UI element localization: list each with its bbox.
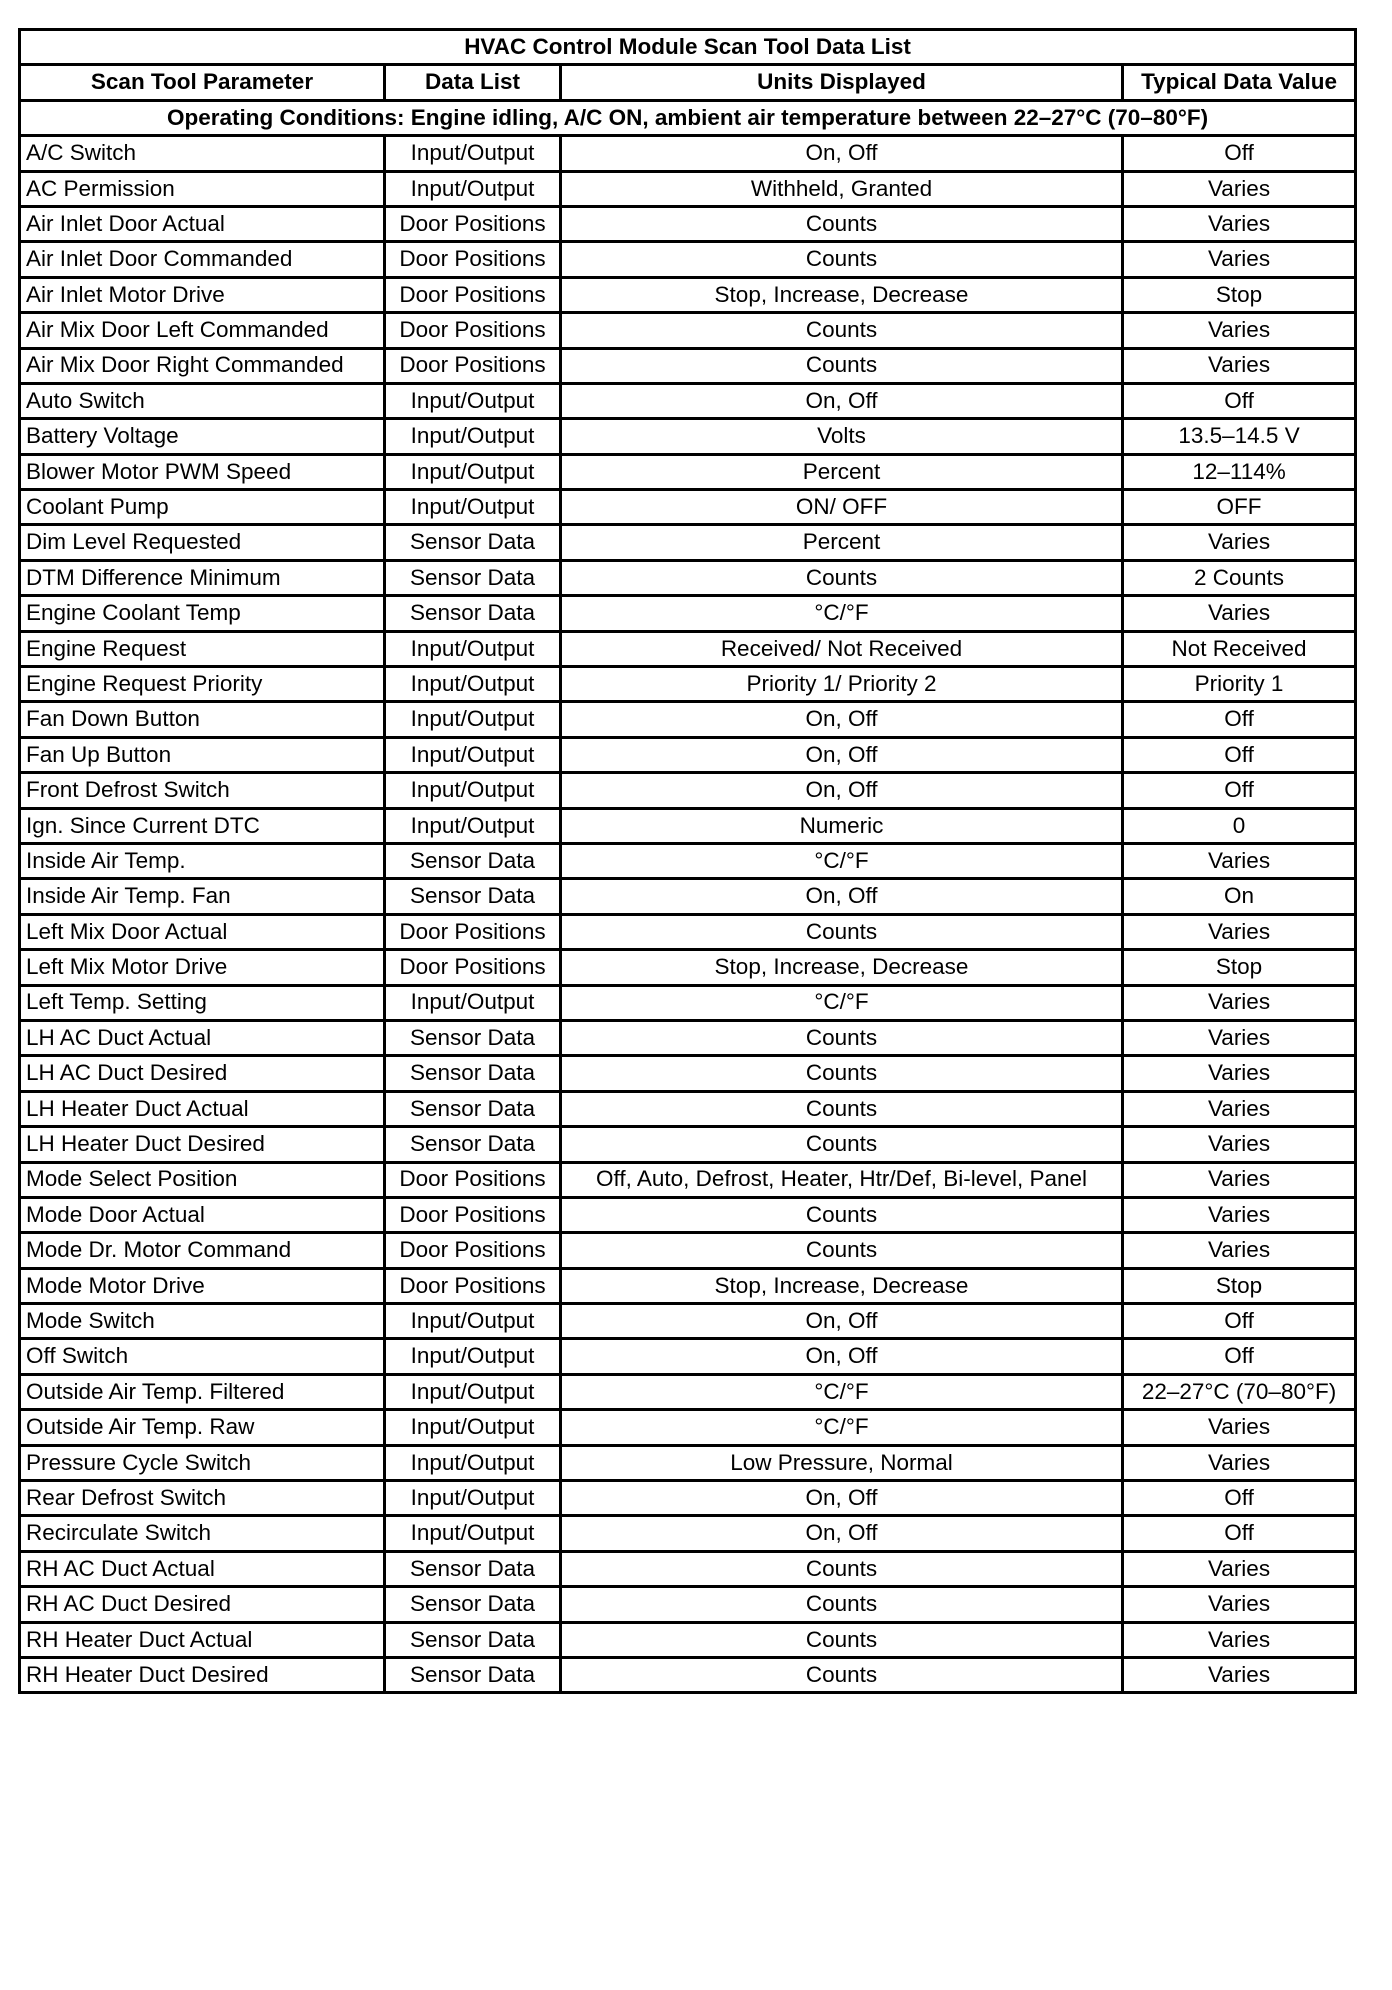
table-row: [20, 1551, 1356, 1586]
table-row: [20, 1127, 1356, 1162]
cell-scan-tool-parameter: Off Switch: [20, 1339, 385, 1374]
table-title-row: [20, 30, 1356, 65]
cell-units-displayed: ON/ OFF: [561, 490, 1123, 525]
cell-units-displayed: On, Off: [561, 773, 1123, 808]
cell-units-displayed: Counts: [561, 560, 1123, 595]
cell-scan-tool-parameter: Outside Air Temp. Filtered: [20, 1374, 385, 1409]
cell-data-list: Door Positions: [385, 1233, 561, 1268]
table-row: [20, 1162, 1356, 1197]
cell-units-displayed: On, Off: [561, 1304, 1123, 1339]
table-row: [20, 277, 1356, 312]
cell-units-displayed: Withheld, Granted: [561, 171, 1123, 206]
cell-units-displayed: Counts: [561, 1587, 1123, 1622]
cell-typical-data-value: Varies: [1123, 1056, 1356, 1091]
cell-scan-tool-parameter: Air Inlet Door Commanded: [20, 242, 385, 277]
table-row: [20, 808, 1356, 843]
table-row: [20, 879, 1356, 914]
cell-scan-tool-parameter: LH Heater Duct Actual: [20, 1091, 385, 1126]
table-row: [20, 1622, 1356, 1657]
cell-scan-tool-parameter: LH AC Duct Actual: [20, 1020, 385, 1055]
table-row: [20, 1020, 1356, 1055]
cell-data-list: Input/Output: [385, 1304, 561, 1339]
cell-units-displayed: °C/°F: [561, 596, 1123, 631]
cell-data-list: Sensor Data: [385, 560, 561, 595]
table-row: [20, 383, 1356, 418]
cell-data-list: Sensor Data: [385, 1587, 561, 1622]
cell-data-list: Input/Output: [385, 808, 561, 843]
cell-data-list: Door Positions: [385, 206, 561, 241]
cell-typical-data-value: Off: [1123, 136, 1356, 171]
cell-units-displayed: Priority 1/ Priority 2: [561, 667, 1123, 702]
cell-scan-tool-parameter: Left Mix Door Actual: [20, 914, 385, 949]
cell-units-displayed: Counts: [561, 206, 1123, 241]
cell-typical-data-value: Off: [1123, 702, 1356, 737]
cell-typical-data-value: Varies: [1123, 313, 1356, 348]
table-body: [20, 136, 1356, 1693]
operating-conditions: Operating Conditions: Engine idling, A/C ON, ambient air temperature between 22–27°C (70–80°F): [20, 100, 1356, 135]
cell-typical-data-value: 22–27°C (70–80°F): [1123, 1374, 1356, 1409]
cell-units-displayed: On, Off: [561, 1339, 1123, 1374]
cell-scan-tool-parameter: Inside Air Temp.: [20, 843, 385, 878]
cell-scan-tool-parameter: LH AC Duct Desired: [20, 1056, 385, 1091]
cell-data-list: Input/Output: [385, 419, 561, 454]
cell-typical-data-value: Off: [1123, 737, 1356, 772]
cell-units-displayed: Numeric: [561, 808, 1123, 843]
cell-data-list: Input/Output: [385, 490, 561, 525]
cell-scan-tool-parameter: DTM Difference Minimum: [20, 560, 385, 595]
table-row: [20, 136, 1356, 171]
cell-data-list: Input/Output: [385, 454, 561, 489]
cell-scan-tool-parameter: RH Heater Duct Desired: [20, 1657, 385, 1692]
cell-data-list: Input/Output: [385, 1374, 561, 1409]
cell-scan-tool-parameter: Pressure Cycle Switch: [20, 1445, 385, 1480]
table-row: [20, 1197, 1356, 1232]
cell-typical-data-value: Varies: [1123, 1551, 1356, 1586]
cell-typical-data-value: Off: [1123, 773, 1356, 808]
table-row: [20, 419, 1356, 454]
table-row: [20, 1587, 1356, 1622]
table-row: [20, 313, 1356, 348]
cell-units-displayed: Counts: [561, 1127, 1123, 1162]
cell-typical-data-value: Varies: [1123, 1127, 1356, 1162]
table-row: [20, 631, 1356, 666]
cell-typical-data-value: Not Received: [1123, 631, 1356, 666]
table-row: [20, 1233, 1356, 1268]
cell-scan-tool-parameter: Air Mix Door Right Commanded: [20, 348, 385, 383]
table-row: [20, 1445, 1356, 1480]
cell-data-list: Input/Output: [385, 702, 561, 737]
cell-data-list: Input/Output: [385, 985, 561, 1020]
cell-typical-data-value: Varies: [1123, 914, 1356, 949]
cell-typical-data-value: Varies: [1123, 348, 1356, 383]
cell-data-list: Input/Output: [385, 667, 561, 702]
cell-data-list: Door Positions: [385, 348, 561, 383]
table-row: [20, 171, 1356, 206]
table-row: [20, 1091, 1356, 1126]
cell-scan-tool-parameter: A/C Switch: [20, 136, 385, 171]
cell-data-list: Sensor Data: [385, 1127, 561, 1162]
cell-scan-tool-parameter: RH AC Duct Actual: [20, 1551, 385, 1586]
cell-scan-tool-parameter: Inside Air Temp. Fan: [20, 879, 385, 914]
table-row: [20, 773, 1356, 808]
cell-typical-data-value: Off: [1123, 383, 1356, 418]
table-row: [20, 1339, 1356, 1374]
table-row: [20, 242, 1356, 277]
header-scan-tool-parameter: Scan Tool Parameter: [20, 65, 385, 100]
cell-typical-data-value: Varies: [1123, 171, 1356, 206]
table-row: [20, 1410, 1356, 1445]
cell-units-displayed: Counts: [561, 242, 1123, 277]
table-row: [20, 1374, 1356, 1409]
cell-data-list: Sensor Data: [385, 1056, 561, 1091]
cell-units-displayed: Low Pressure, Normal: [561, 1445, 1123, 1480]
cell-scan-tool-parameter: Mode Dr. Motor Command: [20, 1233, 385, 1268]
cell-scan-tool-parameter: Outside Air Temp. Raw: [20, 1410, 385, 1445]
cell-scan-tool-parameter: Fan Down Button: [20, 702, 385, 737]
cell-units-displayed: °C/°F: [561, 1374, 1123, 1409]
cell-units-displayed: On, Off: [561, 1516, 1123, 1551]
cell-units-displayed: Counts: [561, 1197, 1123, 1232]
cell-units-displayed: Counts: [561, 1551, 1123, 1586]
cell-units-displayed: Stop, Increase, Decrease: [561, 950, 1123, 985]
cell-scan-tool-parameter: Dim Level Requested: [20, 525, 385, 560]
cell-data-list: Sensor Data: [385, 1657, 561, 1692]
table-row: [20, 843, 1356, 878]
cell-typical-data-value: Varies: [1123, 1197, 1356, 1232]
cell-scan-tool-parameter: Engine Request Priority: [20, 667, 385, 702]
cell-typical-data-value: Varies: [1123, 1162, 1356, 1197]
table-row: [20, 950, 1356, 985]
cell-scan-tool-parameter: Left Temp. Setting: [20, 985, 385, 1020]
cell-data-list: Door Positions: [385, 950, 561, 985]
cell-scan-tool-parameter: Mode Door Actual: [20, 1197, 385, 1232]
cell-typical-data-value: Varies: [1123, 1587, 1356, 1622]
table-row: [20, 490, 1356, 525]
cell-data-list: Door Positions: [385, 313, 561, 348]
cell-units-displayed: Volts: [561, 419, 1123, 454]
cell-typical-data-value: Off: [1123, 1339, 1356, 1374]
cell-data-list: Sensor Data: [385, 1020, 561, 1055]
cell-data-list: Input/Output: [385, 383, 561, 418]
table-title: HVAC Control Module Scan Tool Data List: [20, 30, 1356, 65]
cell-scan-tool-parameter: Engine Coolant Temp: [20, 596, 385, 631]
cell-typical-data-value: Varies: [1123, 1233, 1356, 1268]
cell-units-displayed: Stop, Increase, Decrease: [561, 1268, 1123, 1303]
operating-conditions-row: [20, 100, 1356, 135]
cell-scan-tool-parameter: Rear Defrost Switch: [20, 1481, 385, 1516]
cell-typical-data-value: Stop: [1123, 1268, 1356, 1303]
cell-data-list: Door Positions: [385, 1268, 561, 1303]
cell-typical-data-value: 12–114%: [1123, 454, 1356, 489]
cell-typical-data-value: 0: [1123, 808, 1356, 843]
table-row: [20, 702, 1356, 737]
cell-typical-data-value: Off: [1123, 1304, 1356, 1339]
cell-data-list: Input/Output: [385, 1445, 561, 1480]
cell-units-displayed: °C/°F: [561, 985, 1123, 1020]
cell-units-displayed: Off, Auto, Defrost, Heater, Htr/Def, Bi-level, Panel: [561, 1162, 1123, 1197]
cell-typical-data-value: Varies: [1123, 1622, 1356, 1657]
cell-scan-tool-parameter: Engine Request: [20, 631, 385, 666]
cell-typical-data-value: Varies: [1123, 843, 1356, 878]
cell-typical-data-value: Varies: [1123, 206, 1356, 241]
cell-data-list: Sensor Data: [385, 1622, 561, 1657]
cell-units-displayed: On, Off: [561, 702, 1123, 737]
cell-scan-tool-parameter: Ign. Since Current DTC: [20, 808, 385, 843]
cell-data-list: Input/Output: [385, 1516, 561, 1551]
cell-data-list: Sensor Data: [385, 843, 561, 878]
cell-typical-data-value: Varies: [1123, 1091, 1356, 1126]
cell-scan-tool-parameter: LH Heater Duct Desired: [20, 1127, 385, 1162]
cell-data-list: Input/Output: [385, 1339, 561, 1374]
cell-scan-tool-parameter: Mode Motor Drive: [20, 1268, 385, 1303]
cell-scan-tool-parameter: Mode Switch: [20, 1304, 385, 1339]
cell-typical-data-value: 2 Counts: [1123, 560, 1356, 595]
cell-typical-data-value: Stop: [1123, 950, 1356, 985]
cell-typical-data-value: Stop: [1123, 277, 1356, 312]
cell-scan-tool-parameter: Front Defrost Switch: [20, 773, 385, 808]
cell-units-displayed: On, Off: [561, 1481, 1123, 1516]
cell-scan-tool-parameter: Mode Select Position: [20, 1162, 385, 1197]
table-row: [20, 1516, 1356, 1551]
cell-data-list: Input/Output: [385, 1410, 561, 1445]
cell-typical-data-value: Varies: [1123, 242, 1356, 277]
cell-units-displayed: Counts: [561, 1091, 1123, 1126]
cell-data-list: Sensor Data: [385, 879, 561, 914]
cell-units-displayed: Stop, Increase, Decrease: [561, 277, 1123, 312]
cell-units-displayed: Counts: [561, 1622, 1123, 1657]
cell-typical-data-value: Varies: [1123, 1657, 1356, 1692]
cell-scan-tool-parameter: RH Heater Duct Actual: [20, 1622, 385, 1657]
cell-data-list: Input/Output: [385, 773, 561, 808]
cell-typical-data-value: Off: [1123, 1481, 1356, 1516]
cell-scan-tool-parameter: Left Mix Motor Drive: [20, 950, 385, 985]
table-row: [20, 596, 1356, 631]
cell-scan-tool-parameter: Air Inlet Motor Drive: [20, 277, 385, 312]
cell-data-list: Door Positions: [385, 277, 561, 312]
table-row: [20, 206, 1356, 241]
cell-units-displayed: On, Off: [561, 737, 1123, 772]
column-header-row: [20, 65, 1356, 100]
cell-units-displayed: On, Off: [561, 136, 1123, 171]
cell-data-list: Input/Output: [385, 1481, 561, 1516]
cell-units-displayed: Counts: [561, 348, 1123, 383]
cell-units-displayed: Counts: [561, 1056, 1123, 1091]
scan-tool-data-table: [18, 28, 1357, 1694]
table-row: [20, 560, 1356, 595]
table-row: [20, 1268, 1356, 1303]
cell-units-displayed: Counts: [561, 1020, 1123, 1055]
table-row: [20, 737, 1356, 772]
cell-units-displayed: °C/°F: [561, 843, 1123, 878]
header-typical-data-value: Typical Data Value: [1123, 65, 1356, 100]
cell-scan-tool-parameter: Air Inlet Door Actual: [20, 206, 385, 241]
cell-scan-tool-parameter: Auto Switch: [20, 383, 385, 418]
cell-typical-data-value: OFF: [1123, 490, 1356, 525]
cell-scan-tool-parameter: Battery Voltage: [20, 419, 385, 454]
cell-scan-tool-parameter: Blower Motor PWM Speed: [20, 454, 385, 489]
cell-data-list: Sensor Data: [385, 525, 561, 560]
cell-typical-data-value: Varies: [1123, 525, 1356, 560]
cell-units-displayed: Received/ Not Received: [561, 631, 1123, 666]
cell-data-list: Input/Output: [385, 631, 561, 666]
cell-units-displayed: Counts: [561, 1657, 1123, 1692]
cell-typical-data-value: Varies: [1123, 1410, 1356, 1445]
cell-scan-tool-parameter: Fan Up Button: [20, 737, 385, 772]
cell-scan-tool-parameter: Recirculate Switch: [20, 1516, 385, 1551]
header-data-list: Data List: [385, 65, 561, 100]
cell-data-list: Door Positions: [385, 1162, 561, 1197]
cell-data-list: Sensor Data: [385, 1551, 561, 1586]
table-row: [20, 985, 1356, 1020]
table-row: [20, 667, 1356, 702]
cell-units-displayed: Percent: [561, 525, 1123, 560]
cell-data-list: Sensor Data: [385, 596, 561, 631]
cell-units-displayed: On, Off: [561, 879, 1123, 914]
table-row: [20, 348, 1356, 383]
table-row: [20, 914, 1356, 949]
cell-data-list: Door Positions: [385, 242, 561, 277]
cell-typical-data-value: Varies: [1123, 1020, 1356, 1055]
table-row: [20, 1056, 1356, 1091]
table-row: [20, 1481, 1356, 1516]
cell-typical-data-value: Varies: [1123, 596, 1356, 631]
cell-data-list: Input/Output: [385, 737, 561, 772]
cell-data-list: Input/Output: [385, 171, 561, 206]
cell-typical-data-value: Off: [1123, 1516, 1356, 1551]
cell-typical-data-value: 13.5–14.5 V: [1123, 419, 1356, 454]
table-row: [20, 525, 1356, 560]
cell-scan-tool-parameter: Coolant Pump: [20, 490, 385, 525]
cell-units-displayed: Counts: [561, 1233, 1123, 1268]
table-row: [20, 454, 1356, 489]
table-row: [20, 1657, 1356, 1692]
cell-typical-data-value: Priority 1: [1123, 667, 1356, 702]
cell-data-list: Input/Output: [385, 136, 561, 171]
cell-scan-tool-parameter: Air Mix Door Left Commanded: [20, 313, 385, 348]
cell-data-list: Door Positions: [385, 914, 561, 949]
cell-units-displayed: Percent: [561, 454, 1123, 489]
cell-typical-data-value: On: [1123, 879, 1356, 914]
table-row: [20, 1304, 1356, 1339]
cell-typical-data-value: Varies: [1123, 985, 1356, 1020]
cell-typical-data-value: Varies: [1123, 1445, 1356, 1480]
cell-units-displayed: Counts: [561, 914, 1123, 949]
cell-units-displayed: °C/°F: [561, 1410, 1123, 1445]
cell-units-displayed: Counts: [561, 313, 1123, 348]
cell-scan-tool-parameter: RH AC Duct Desired: [20, 1587, 385, 1622]
cell-data-list: Door Positions: [385, 1197, 561, 1232]
header-units-displayed: Units Displayed: [561, 65, 1123, 100]
cell-units-displayed: On, Off: [561, 383, 1123, 418]
cell-data-list: Sensor Data: [385, 1091, 561, 1126]
cell-scan-tool-parameter: AC Permission: [20, 171, 385, 206]
